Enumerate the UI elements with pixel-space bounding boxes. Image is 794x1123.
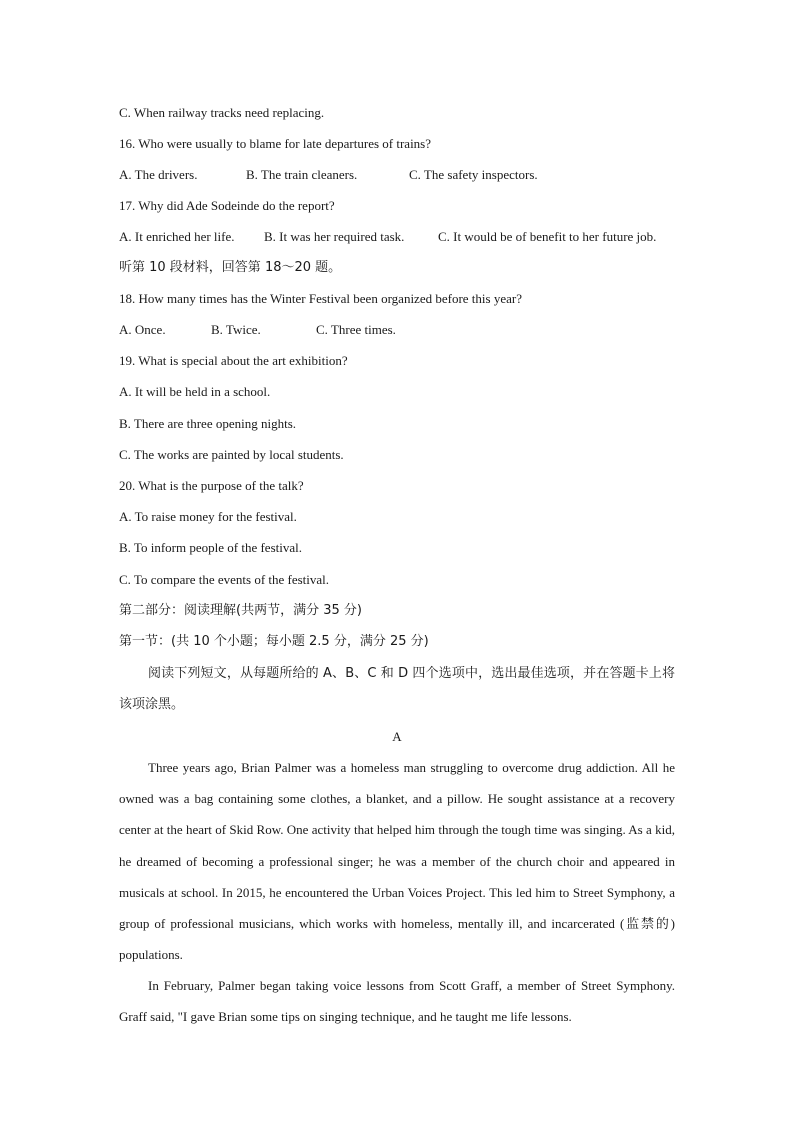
passage-paragraph-2: In February, Palmer began taking voice lessons from Scott Graff, a member of Street Symphony. Graff said, "I gave Brian some tips on singing technique, and he taught me life lessons. [119,978,675,1025]
passage-label: A [392,729,402,744]
question-20: 20. What is the purpose of the talk? [119,478,304,493]
option-17a: A. It enriched her life. [119,229,235,244]
question-16: 16. Who were usually to blame for late departures of trains? [119,136,432,151]
option-17b: B. It was her required task. [264,229,405,244]
option-19c: C. The works are painted by local students. [119,447,344,462]
option-18a: A. Once. [119,322,166,337]
question-16-options [119,166,538,184]
option-16a: A. The drivers. [119,167,198,182]
part-2-heading: 第二部分：阅读理解(共两节，满分 35 分) [119,603,362,618]
option-20b: B. To inform people of the festival. [119,540,302,555]
passage-paragraph-1: Three years ago, Brian Palmer was a homeless man struggling to overcome drug addiction. All he owned was a bag containing some clothes, a blanket, and a pillow. He sought assistance at a recovery center at the heart of Skid Row. One activity that helped him through the tough time was singing. As a kid, he dreamed of becoming a professional singer; he was a member of the church choir and appeared in musicals at school. In 2015, he encountered the Urban Voices Project. This led him to Street Symphony, a group of professional musicians, which works with homeless, mentally ill, and incarcerated (监禁的) populations. [119,760,675,963]
option-20a: A. To raise money for the festival. [119,509,297,524]
option-18c: C. Three times. [316,322,396,337]
section-10-heading: 听第 10 段材料，回答第 18～20 题。 [119,260,342,275]
option-19a: A. It will be held in a school. [119,384,271,399]
question-17: 17. Why did Ade Sodeinde do the report? [119,198,335,213]
question-18: 18. How many times has the Winter Festival been organized before this year? [119,291,522,306]
question-19: 19. What is special about the art exhibition? [119,353,348,368]
option-16c: C. The safety inspectors. [409,167,538,182]
option-19b: B. There are three opening nights. [119,416,297,431]
section-1-heading: 第一节：(共 10 个小题；每小题 2.5 分，满分 25 分) [119,634,429,649]
option-17c: C. It would be of benefit to her future job. [438,229,657,244]
option-15c: C. When railway tracks need replacing. [119,105,325,120]
option-18b: B. Twice. [211,322,261,337]
question-18-options [119,321,396,339]
option-20c: C. To compare the events of the festival. [119,572,330,587]
option-16b: B. The train cleaners. [246,167,358,182]
question-17-options [119,228,656,246]
reading-instructions: 阅读下列短文，从每题所给的 A、B、C 和 D 四个选项中，选出最佳选项，并在答题卡上将该项涂黑。 [119,666,675,713]
